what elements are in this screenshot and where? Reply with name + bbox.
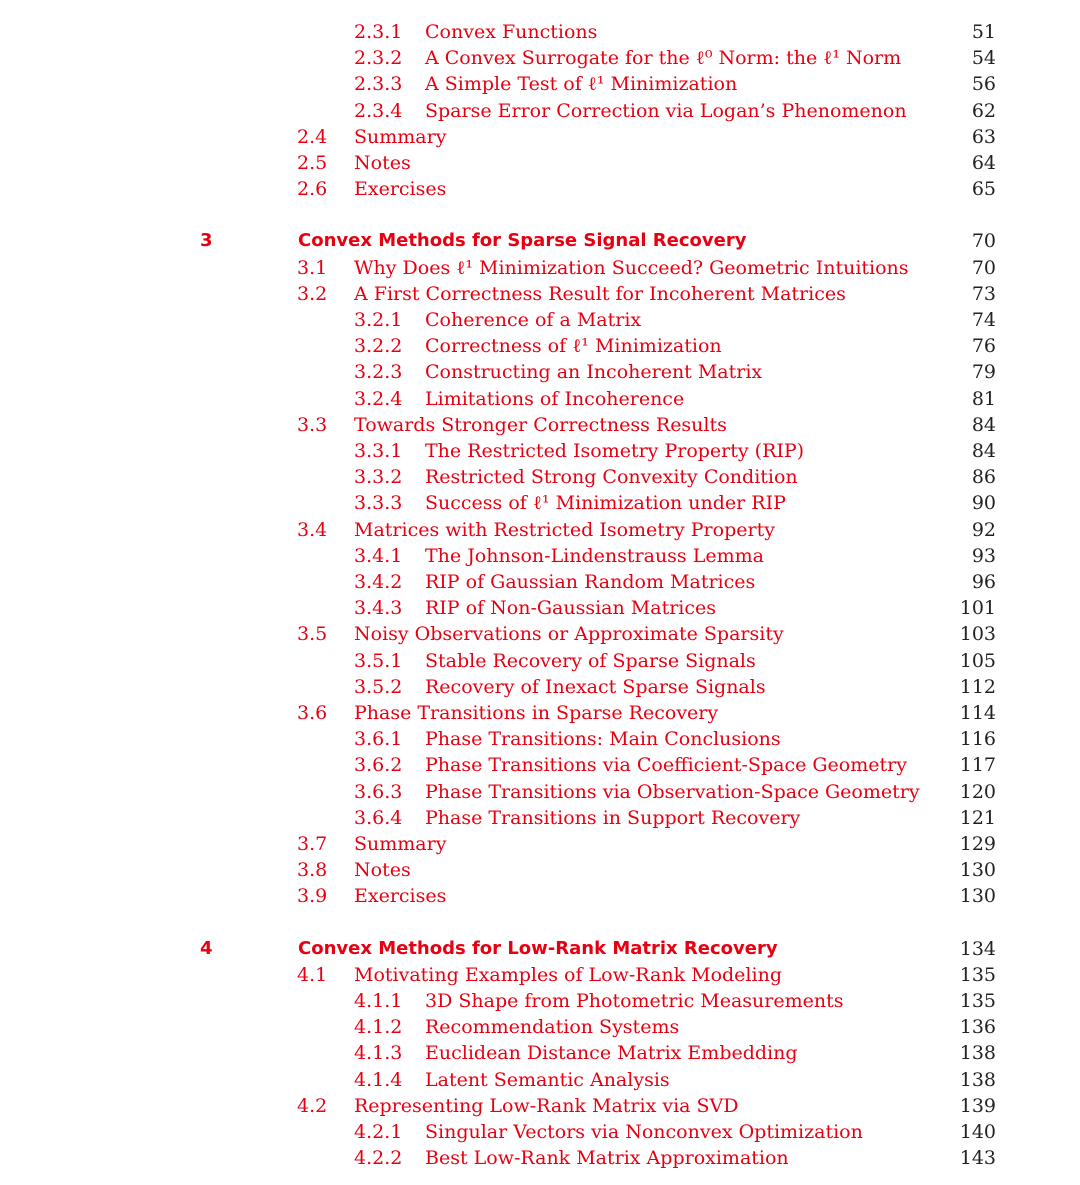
toc-section-entry[interactable] [0,281,1080,307]
toc-entry-number: 3.3.1 [354,440,403,462]
toc-entry-page-number: 74 [971,309,996,331]
toc-entry-number: 4.2.2 [354,1147,403,1169]
toc-entry-page-number: 92 [971,519,996,541]
toc-entry-page-number: 86 [971,466,996,488]
toc-entry-title[interactable]: Why Does ℓ¹ Minimization Succeed? Geometric Intuitions [354,257,909,279]
toc-entry-page-number: 76 [971,335,996,357]
toc-entry-page-number: 121 [959,807,996,829]
toc-entry-title[interactable]: 3D Shape from Photometric Measurements [425,990,844,1012]
toc-entry-page-number: 56 [971,73,996,95]
toc-entry-title[interactable]: The Johnson-Lindenstrauss Lemma [425,545,764,567]
toc-entry-number: 3.8 [297,859,328,881]
toc-entry-number: 2.3.4 [354,100,403,122]
toc-entry-number: 4.1.4 [354,1069,403,1091]
toc-entry-page-number: 73 [971,283,996,305]
toc-section-entry[interactable] [0,176,1080,202]
toc-section-entry[interactable] [0,412,1080,438]
toc-entry-number: 4.2.1 [354,1121,403,1143]
toc-subsection-entry[interactable] [0,674,1080,700]
toc-entry-number: 3.2.4 [354,388,403,410]
toc-entry-number: 4.1 [297,964,328,986]
toc-entry-number: 3.2 [297,283,328,305]
toc-entry-page-number: 129 [959,833,996,855]
toc-section-entry[interactable] [0,962,1080,988]
toc-entry-number: 3.6.1 [354,728,403,750]
toc-entry-page-number: 81 [971,388,996,410]
toc-entry-number: 3.3 [297,414,328,436]
toc-entry-number: 3.6.2 [354,754,403,776]
toc-entry-title[interactable]: Phase Transitions in Sparse Recovery [354,702,719,724]
toc-entry-number: 2.5 [297,152,328,174]
toc-entry-title[interactable]: Singular Vectors via Nonconvex Optimization [425,1121,863,1143]
toc-entry-page-number: 79 [971,361,996,383]
toc-entry-title[interactable]: Success of ℓ¹ Minimization under RIP [425,492,786,514]
toc-subsection-entry[interactable] [0,333,1080,359]
toc-section-entry[interactable] [0,150,1080,176]
toc-entry-title[interactable]: Phase Transitions via Observation-Space Geometry [425,781,920,803]
toc-entry-title[interactable]: Limitations of Incoherence [425,388,685,410]
toc-entry-title[interactable]: Motivating Examples of Low-Rank Modeling [354,964,782,986]
toc-entry-title[interactable]: Constructing an Incoherent Matrix [425,361,763,383]
toc-entry-title[interactable]: Noisy Observations or Approximate Sparsity [354,623,784,645]
toc-subsection-entry[interactable] [0,45,1080,71]
toc-entry-title[interactable]: Matrices with Restricted Isometry Property [354,519,775,541]
toc-entry-title[interactable]: Phase Transitions in Support Recovery [425,807,801,829]
toc-entry-number: 3.9 [297,885,328,907]
toc-entry-page-number: 117 [959,754,996,776]
toc-entry-page-number: 54 [971,47,996,69]
toc-subsection-entry[interactable] [0,805,1080,831]
toc-entry-title[interactable]: Coherence of a Matrix [425,309,642,331]
toc-entry-number: 3.4.1 [354,545,403,567]
toc-subsection-entry[interactable] [0,19,1080,45]
toc-subsection-entry[interactable] [0,1145,1080,1171]
toc-entry-page-number: 134 [959,938,996,960]
toc-entry-number: 3.2.1 [354,309,403,331]
toc-entry-page-number: 70 [971,230,996,252]
toc-entry-page-number: 63 [971,126,996,148]
toc-entry-title[interactable]: Exercises [354,885,447,907]
toc-section-entry[interactable] [0,1093,1080,1119]
toc-entry-title[interactable]: A Convex Surrogate for the ℓ⁰ Norm: the ℓ¹ Norm [425,47,902,69]
toc-entry-title[interactable]: Latent Semantic Analysis [425,1069,670,1091]
toc-entry-title[interactable]: Summary [354,126,447,148]
toc-entry-title[interactable]: Best Low-Rank Matrix Approximation [425,1147,789,1169]
toc-subsection-entry[interactable] [0,1067,1080,1093]
toc-entry-page-number: 96 [971,571,996,593]
toc-entry-page-number: 140 [959,1121,996,1143]
toc-entry-page-number: 84 [971,414,996,436]
toc-entry-title[interactable]: Representing Low-Rank Matrix via SVD [354,1095,739,1117]
toc-entry-title[interactable]: Notes [354,152,411,174]
toc-entry-number: 4.1.2 [354,1016,403,1038]
toc-entry-page-number: 135 [959,964,996,986]
toc-entry-page-number: 90 [971,492,996,514]
toc-entry-page-number: 135 [959,990,996,1012]
toc-entry-number: 3.6.3 [354,781,403,803]
toc-entry-number: 2.3.2 [354,47,403,69]
toc-entry-page-number: 138 [959,1069,996,1091]
toc-entry-page-number: 114 [959,702,996,724]
toc-entry-title[interactable]: Restricted Strong Convexity Condition [425,466,798,488]
toc-entry-title[interactable]: The Restricted Isometry Property (RIP) [425,440,805,462]
toc-entry-page-number: 62 [971,100,996,122]
toc-entry-page-number: 105 [959,650,996,672]
toc-entry-number: 4.1.1 [354,990,403,1012]
toc-subsection-entry[interactable] [0,595,1080,621]
toc-section-entry[interactable] [0,883,1080,909]
toc-entry-title[interactable]: Towards Stronger Correctness Results [354,414,727,436]
toc-entry-title[interactable]: Convex Methods for Low-Rank Matrix Recovery [298,938,778,959]
toc-entry-title[interactable]: Convex Methods for Sparse Signal Recovery [298,230,747,251]
toc-subsection-entry[interactable] [0,1119,1080,1145]
toc-entry-title[interactable]: Exercises [354,178,447,200]
toc-subsection-entry[interactable] [0,752,1080,778]
toc-section-entry[interactable] [0,517,1080,543]
toc-entry-title[interactable]: A First Correctness Result for Incoherent Matrices [354,283,846,305]
toc-entry-page-number: 51 [971,21,996,43]
toc-entry-page-number: 65 [971,178,996,200]
toc-entry-title[interactable]: Sparse Error Correction via Logan’s Phenomenon [425,100,907,122]
toc-section-entry[interactable] [0,831,1080,857]
toc-entry-title[interactable]: Phase Transitions: Main Conclusions [425,728,781,750]
toc-entry-page-number: 120 [959,781,996,803]
toc-section-entry[interactable] [0,857,1080,883]
toc-entry-title[interactable]: A Simple Test of ℓ¹ Minimization [425,73,738,95]
toc-entry-title[interactable]: RIP of Non-Gaussian Matrices [425,597,717,619]
toc-subsection-entry[interactable] [0,779,1080,805]
toc-subsection-entry[interactable] [0,98,1080,124]
toc-entry-page-number: 70 [971,257,996,279]
toc-entry-page-number: 136 [959,1016,996,1038]
toc-entry-page-number: 101 [959,597,996,619]
toc-entry-number: 2.3.1 [354,21,403,43]
toc-section-entry[interactable] [0,124,1080,150]
toc-entry-page-number: 93 [971,545,996,567]
toc-chapter-entry[interactable] [0,228,1080,254]
toc-entry-number: 4 [200,938,213,959]
toc-entry-number: 3.2.3 [354,361,403,383]
toc-entry-title[interactable]: RIP of Gaussian Random Matrices [425,571,756,593]
toc-entry-number: 3 [200,230,213,251]
toc-entry-title[interactable]: Phase Transitions via Coefficient-Space Geometry [425,754,907,776]
toc-chapter-entry[interactable] [0,936,1080,962]
toc-subsection-entry[interactable] [0,1040,1080,1066]
toc-entry-number: 2.4 [297,126,328,148]
toc-subsection-entry[interactable] [0,569,1080,595]
toc-entry-title[interactable]: Correctness of ℓ¹ Minimization [425,335,722,357]
toc-subsection-entry[interactable] [0,464,1080,490]
toc-subsection-entry[interactable] [0,726,1080,752]
toc-subsection-entry[interactable] [0,648,1080,674]
toc-entry-number: 2.3.3 [354,73,403,95]
toc-entry-number: 3.4.3 [354,597,403,619]
toc-entry-number: 3.5 [297,623,328,645]
toc-entry-number: 3.5.2 [354,676,403,698]
toc-subsection-entry[interactable] [0,1014,1080,1040]
toc-entry-number: 4.1.3 [354,1042,403,1064]
toc-entry-title[interactable]: Convex Functions [425,21,598,43]
toc-entry-number: 2.6 [297,178,328,200]
toc-entry-title[interactable]: Recommendation Systems [425,1016,680,1038]
toc-entry-number: 3.4.2 [354,571,403,593]
toc-entry-number: 3.6 [297,702,328,724]
toc-entry-title[interactable]: Euclidean Distance Matrix Embedding [425,1042,798,1064]
toc-section-entry[interactable] [0,700,1080,726]
toc-entry-number: 3.1 [297,257,328,279]
toc-subsection-entry[interactable] [0,71,1080,97]
toc-entry-title[interactable]: Stable Recovery of Sparse Signals [425,650,756,672]
toc-entry-title[interactable]: Recovery of Inexact Sparse Signals [425,676,766,698]
toc-subsection-entry[interactable] [0,386,1080,412]
toc-entry-number: 3.4 [297,519,328,541]
toc-subsection-entry[interactable] [0,490,1080,516]
toc-entry-page-number: 139 [959,1095,996,1117]
toc-entry-number: 3.7 [297,833,328,855]
toc-entry-page-number: 112 [959,676,996,698]
toc-entry-number: 4.2 [297,1095,328,1117]
toc-entry-page-number: 130 [959,859,996,881]
toc-entry-title[interactable]: Summary [354,833,447,855]
toc-subsection-entry[interactable] [0,359,1080,385]
toc-subsection-entry[interactable] [0,307,1080,333]
toc-entry-number: 3.6.4 [354,807,403,829]
toc-entry-page-number: 84 [971,440,996,462]
toc-subsection-entry[interactable] [0,543,1080,569]
toc-subsection-entry[interactable] [0,438,1080,464]
toc-entry-page-number: 116 [959,728,996,750]
toc-entry-number: 3.3.3 [354,492,403,514]
toc-entry-title[interactable]: Notes [354,859,411,881]
toc-entry-page-number: 138 [959,1042,996,1064]
toc-entry-page-number: 143 [959,1147,996,1169]
toc-entry-page-number: 130 [959,885,996,907]
toc-entry-number: 3.2.2 [354,335,403,357]
toc-section-entry[interactable] [0,621,1080,647]
toc-entry-page-number: 64 [971,152,996,174]
toc-entry-number: 3.5.1 [354,650,403,672]
toc-subsection-entry[interactable] [0,988,1080,1014]
toc-entry-page-number: 103 [959,623,996,645]
toc-entry-number: 3.3.2 [354,466,403,488]
toc-section-entry[interactable] [0,255,1080,281]
